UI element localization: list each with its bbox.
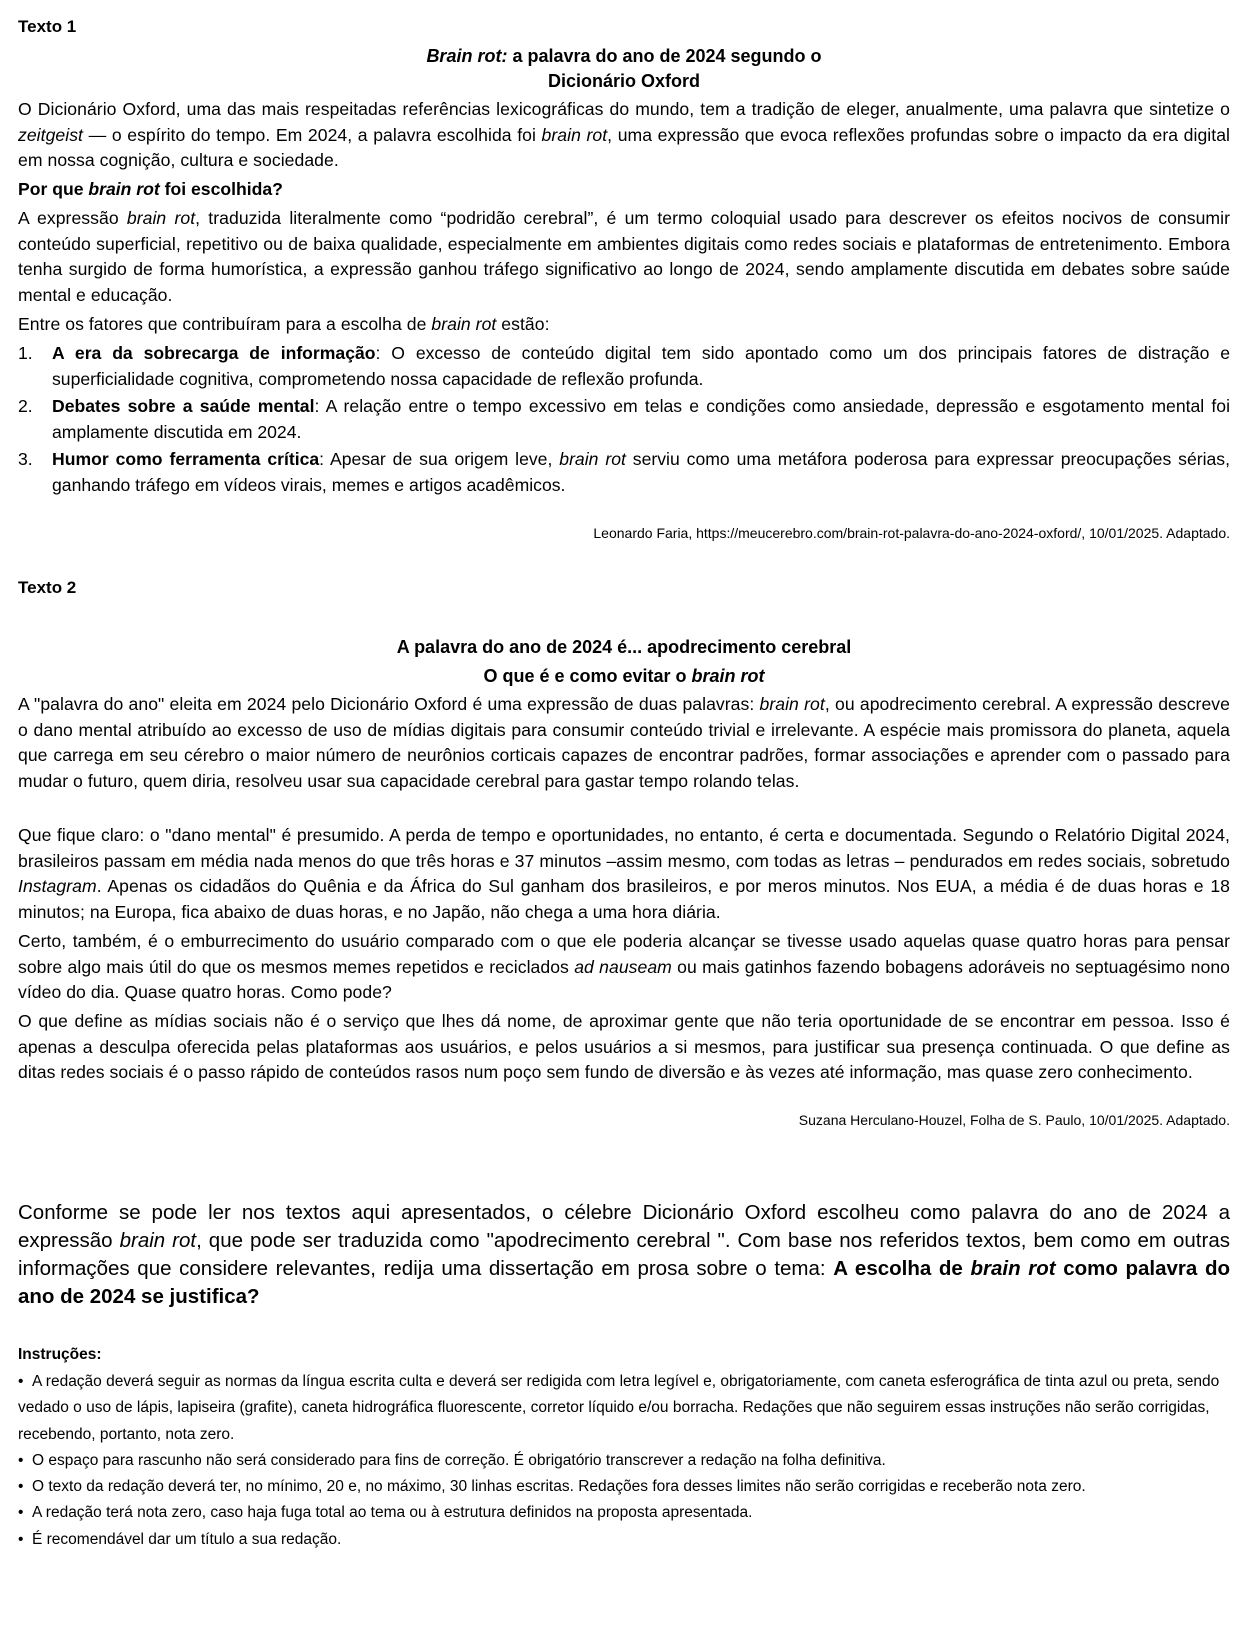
italic-term: brain rot <box>119 1229 197 1252</box>
text-run: O que é e como evitar o <box>483 666 692 686</box>
texto1-paragraph-1 <box>18 97 1230 174</box>
list-number: 1. <box>18 343 33 363</box>
texto2-paragraph-3 <box>18 929 1230 1006</box>
list-item <box>18 447 1230 498</box>
texto1-title-line2: Dicionário Oxford <box>547 71 700 91</box>
texto1-title-italic: Brain rot: <box>426 46 508 66</box>
texto2-citation: Suzana Herculano-Houzel, Folha de S. Paulo, 10/01/2025. Adaptado. <box>798 1112 1230 1128</box>
texto1-paragraph-3 <box>18 312 1230 338</box>
italic-term: brain rot <box>759 694 825 714</box>
text-run: Que fique claro: o "dano mental" é presumido. A perda de tempo e oportunidades, no entanto, é certa e documentada. Segundo o Relatório Digital 2024, brasileiros passam em média nada menos do que três horas e 37 minutos –assim mesmo, com todas as letras – pendurados em redes sociais, sobretudo <box>18 825 1230 871</box>
italic-term: brain rot <box>541 124 608 145</box>
instruction-item <box>18 1500 1230 1526</box>
text-run: ou mais gatinhos fazendo bobagens adoráveis no septuagésimo nono vídeo do dia. Quase quatro horas. Como pode? <box>18 956 1230 1002</box>
list-item-title: A era da sobrecarga de informação <box>52 343 376 363</box>
bullet-icon: • <box>18 1504 24 1522</box>
italic-term: Instagram <box>18 876 97 896</box>
texto2-label: Texto 2 <box>18 578 77 597</box>
instruction-text: O espaço para rascunho não será considerado para fins de correção. É obrigatório transcrever a redação na folha definitiva. <box>32 1451 886 1469</box>
italic-term: brain rot <box>970 1257 1056 1280</box>
text-run: A escolha de <box>833 1257 971 1280</box>
texto2-title: A palavra do ano de 2024 é... apodrecimento cerebral <box>396 637 852 657</box>
instructions-heading: Instruções: <box>18 1346 102 1363</box>
italic-term: brain rot <box>431 314 497 334</box>
instructions-list <box>18 1369 1230 1553</box>
text-run: Entre os fatores que contribuíram para a escolha de <box>18 314 432 334</box>
list-item-title: Debates sobre a saúde mental <box>52 396 315 416</box>
italic-term: brain rot <box>559 449 626 469</box>
text-run: , ou apodrecimento cerebral. A expressão descreve o dano mental atribuído ao excesso de uso de mídias digitais para consumir conteúdo trivial e irrelevante. A espécie mais promissora do planeta, aquela que carrega em seu cérebro o maior número de neurônios corticais capazes de encontrar padrões, formar associações e aprender com o passado para mudar o futuro, quem diria, resolveu usar sua capacidade cerebral para gastar tempo rolando telas. <box>18 694 1230 791</box>
text-run: : O excesso de conteúdo digital tem sido apontado como um dos principais fatores de distração e superficialidade cognitiva, comprometendo nossa capacidade de reflexão profunda. <box>52 343 1230 389</box>
texto1-label: Texto 1 <box>18 17 77 36</box>
texto2-paragraph-2 <box>18 823 1230 925</box>
text-run: , traduzida literalmente como “podridão cerebral”, é um termo coloquial usado para descrever os efeitos nocivos de consumir conteúdo superficial, repetitivo ou de baixa qualidade, especialmente em ambientes digitais como redes sociais e plataformas de entretenimento. Embora tenha surgido de forma humorística, a expressão ganhou tráfego significativo ao longo de 2024, sendo amplamente discutida em debates sobre saúde mental e educação. <box>18 208 1230 305</box>
text-run: A "palavra do ano" eleita em 2024 pelo Dicionário Oxford é uma expressão de duas palavras: <box>18 694 760 714</box>
italic-term: zeitgeist <box>18 124 83 145</box>
instruction-item <box>18 1369 1230 1448</box>
text-run: estão: <box>496 314 550 334</box>
essay-prompt <box>18 1199 1230 1311</box>
italic-term: brain rot <box>126 208 196 228</box>
instruction-text: É recomendável dar um título a sua redação. <box>32 1530 342 1548</box>
text-run: serviu como uma metáfora poderosa para expressar preocupações sérias, ganhando tráfego em vídeos virais, memes e artigos acadêmicos. <box>52 449 1230 495</box>
text-run: Certo, também, é o emburrecimento do usuário comparado com o que ele poderia alcançar se tivesse usado aquelas quase quatro horas para pensar sobre algo mais útil do que os mesmos memes repetidos e reciclados <box>18 931 1230 977</box>
italic-term: ad nauseam <box>574 956 672 977</box>
texto1-title <box>18 44 1230 69</box>
instruction-text: A redação deverá seguir as normas da língua escrita culta e deverá ser redigida com letra legível e, obrigatoriamente, com caneta esferográfica de tinta azul ou preta, sendo vedado o uso de lápis, lapiseira (grafite), caneta hidrográfica fluorescente, corretor líquido e/ou borracha. Redações que não seguirem essas instruções não serão corrigidas, recebendo, portanto, nota zero. <box>18 1373 1220 1443</box>
list-number: 2. <box>18 396 33 416</box>
bullet-icon: • <box>18 1478 24 1496</box>
texto1-title-rest: a palavra do ano de 2024 segundo o <box>507 46 822 66</box>
texto2-subtitle <box>18 664 1230 689</box>
texto2-paragraph-4: O que define as mídias sociais não é o serviço que lhes dá nome, de aproximar gente que não teria oportunidade de se encontrar em pessoa. Isso é apenas a desculpa oferecida pelas plataformas aos usuários, e pelos usuários a si mesmos, para justificar sua presença continuada. O que define as ditas redes sociais é o passo rápido de conteúdos rasos num poço sem fundo de diversão e às vezes até informação, mas quase zero conhecimento. <box>18 1011 1230 1082</box>
text-run: Por que <box>18 179 89 199</box>
instruction-item <box>18 1474 1230 1500</box>
text-run: como palavra do ano de 2024 se justifica? <box>18 1257 1230 1308</box>
bullet-icon: • <box>18 1530 24 1548</box>
text-run: O Dicionário Oxford, uma das mais respeitadas referências lexicográficas do mundo, tem a tradição de eleger, anualmente, uma palavra que sintetize o <box>18 99 1230 119</box>
text-run: : A relação entre o tempo excessivo em telas e condições como ansiedade, depressão e esgotamento mental foi amplamente discutida em 2024. <box>52 396 1230 442</box>
bullet-icon: • <box>18 1373 24 1390</box>
text-run: — o espírito do tempo. Em 2024, a palavra escolhida foi <box>83 124 542 145</box>
texto1-subheading <box>18 177 283 202</box>
bullet-icon: • <box>18 1451 24 1469</box>
instruction-item <box>18 1527 1230 1553</box>
text-run: . Apenas os cidadãos do Quênia e da África do Sul ganham dos brasileiros, e por meros minutos. Nos EUA, a média é de duas horas e 18 minutos; na Europa, fica abaixo de duas horas, e no Japão, não chega a uma hora diária. <box>18 876 1230 922</box>
instruction-text: O texto da redação deverá ter, no mínimo, 20 e, no máximo, 30 linhas escritas. Redações fora desses limites não serão corrigidas e receberão nota zero. <box>32 1478 1086 1496</box>
text-run: A expressão <box>18 208 127 228</box>
italic-term: brain rot <box>88 179 160 199</box>
text-run: , que pode ser traduzida como "apodrecimento cerebral ". Com base nos referidos textos, bem como em outras informações que considere relevantes, redija uma dissertação em prosa sobre o tema: <box>18 1229 1230 1280</box>
list-item <box>18 341 1230 392</box>
list-item <box>18 394 1230 445</box>
instruction-text: A redação terá nota zero, caso haja fuga total ao tema ou à estrutura definidos na proposta apresentada. <box>32 1504 753 1522</box>
text-run: : Apesar de sua origem leve, <box>319 449 560 469</box>
texto1-citation: Leonardo Faria, https://meucerebro.com/brain-rot-palavra-do-ano-2024-oxford/, 10/01/2025. Adaptado. <box>593 525 1230 541</box>
texto1-paragraph-2 <box>18 206 1230 308</box>
text-run: , uma expressão que evoca reflexões profundas sobre o impacto da era digital em nossa cognição, cultura e sociedade. <box>18 124 1230 170</box>
italic-term: brain rot <box>691 666 765 686</box>
texto2-paragraph-1 <box>18 692 1230 794</box>
text-run: foi escolhida? <box>159 179 283 199</box>
list-number: 3. <box>18 449 33 469</box>
instruction-item <box>18 1448 1230 1474</box>
list-item-title: Humor como ferramenta crítica <box>52 449 320 469</box>
text-run: Conforme se pode ler nos textos aqui apresentados, o célebre Dicionário Oxford escolheu como palavra do ano de 2024 a expressão <box>18 1201 1230 1252</box>
texto1-factors-list <box>18 341 1230 500</box>
